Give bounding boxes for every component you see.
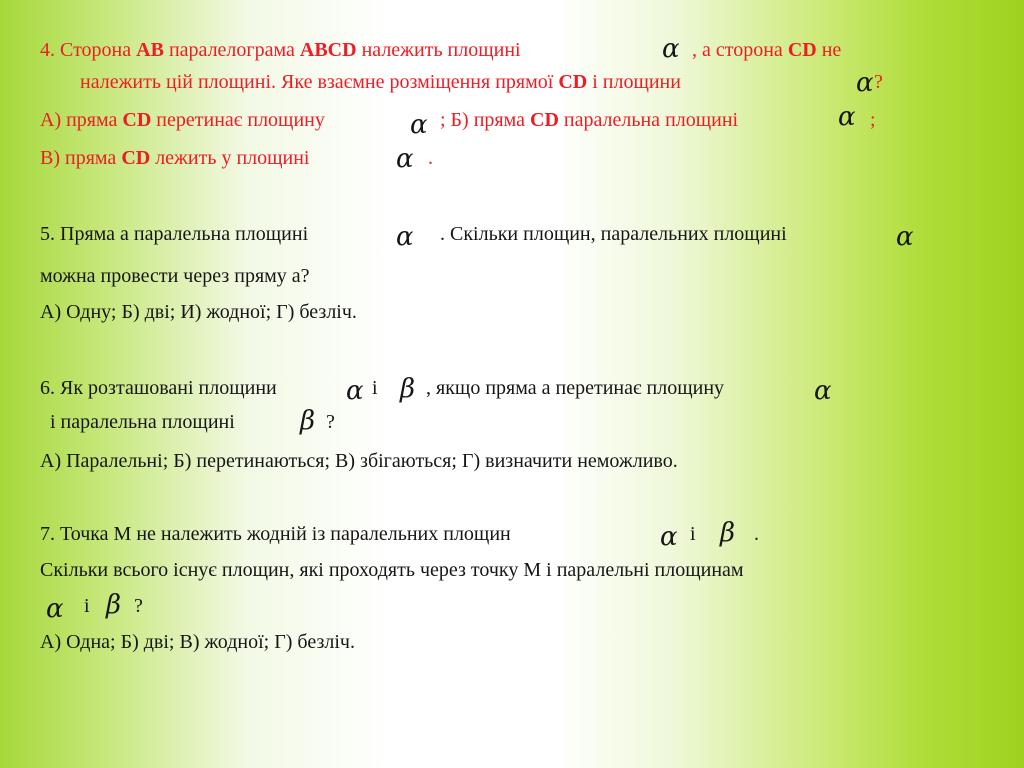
alpha-symbol: α bbox=[346, 376, 364, 406]
alpha-symbol: α bbox=[410, 110, 428, 140]
q7-line-1-i: і bbox=[690, 523, 696, 545]
alpha-symbol: α bbox=[662, 34, 680, 64]
q7-line-1: 7. Точка М не належить жодній із паралельних площин bbox=[40, 523, 511, 545]
q5-answers: А) Одну; Б) дві; И) жодної; Г) безліч. bbox=[40, 301, 357, 323]
q4-line-3: А) пряма CD перетинає площину bbox=[40, 109, 325, 131]
alpha-symbol: α bbox=[838, 102, 856, 132]
q7-line-3-q: ? bbox=[134, 595, 143, 617]
q6-line-1: 6. Як розташовані площини bbox=[40, 377, 277, 399]
q4-line-4-end: . bbox=[428, 147, 433, 169]
beta-symbol: β bbox=[720, 518, 736, 548]
q4-line-3-end: ; bbox=[870, 109, 876, 131]
q7-answers: А) Одна; Б) дві; В) жодної; Г) безліч. bbox=[40, 631, 355, 653]
q4-line-3-mid: ; Б) пряма CD паралельна площині bbox=[440, 109, 739, 131]
beta-symbol: β bbox=[300, 406, 316, 436]
q7-line-2: Скільки всього існує площин, які проходять через точку М і паралельні площинам bbox=[40, 559, 744, 581]
alpha-symbol: α bbox=[896, 222, 914, 252]
alpha-symbol: α bbox=[396, 144, 414, 174]
q4-line-2-qmark: ? bbox=[874, 71, 883, 93]
q5-line-1-end: . Скільки площин, паралельних площині bbox=[440, 223, 787, 245]
q5-line-1: 5. Пряма а паралельна площині bbox=[40, 223, 309, 245]
alpha-symbol: α bbox=[814, 376, 832, 406]
q4-line-1: 4. Сторона АВ паралелограма ABCD належить площині bbox=[40, 39, 521, 61]
beta-symbol: β bbox=[106, 590, 122, 620]
q5-line-2: можна провести через пряму а? bbox=[40, 265, 310, 287]
q6-line-1-end: , якщо пряма а перетинає площину bbox=[426, 377, 725, 399]
q6-line-2: і паралельна площині bbox=[50, 411, 235, 433]
q7-line-3-i: і bbox=[84, 595, 90, 617]
beta-symbol: β bbox=[400, 374, 416, 404]
q6-answers: А) Паралельні; Б) перетинаються; В) збігаються; Г) визначити неможливо. bbox=[40, 450, 678, 472]
alpha-symbol: α bbox=[660, 522, 678, 552]
q4-line-1-end: , а сторона CD не bbox=[692, 39, 842, 61]
q6-line-1-i: і bbox=[372, 377, 378, 399]
q6-line-2-q: ? bbox=[326, 411, 335, 433]
q7-line-1-dot: . bbox=[754, 523, 759, 545]
q4-line-4: В) пряма CD лежить у площині bbox=[40, 147, 310, 169]
alpha-symbol: α bbox=[396, 222, 414, 252]
alpha-symbol: α bbox=[46, 594, 64, 624]
q4-line-2: належить цій площині. Яке взаємне розміщення прямої CD і площини bbox=[80, 71, 681, 93]
alpha-symbol: α bbox=[856, 68, 874, 98]
